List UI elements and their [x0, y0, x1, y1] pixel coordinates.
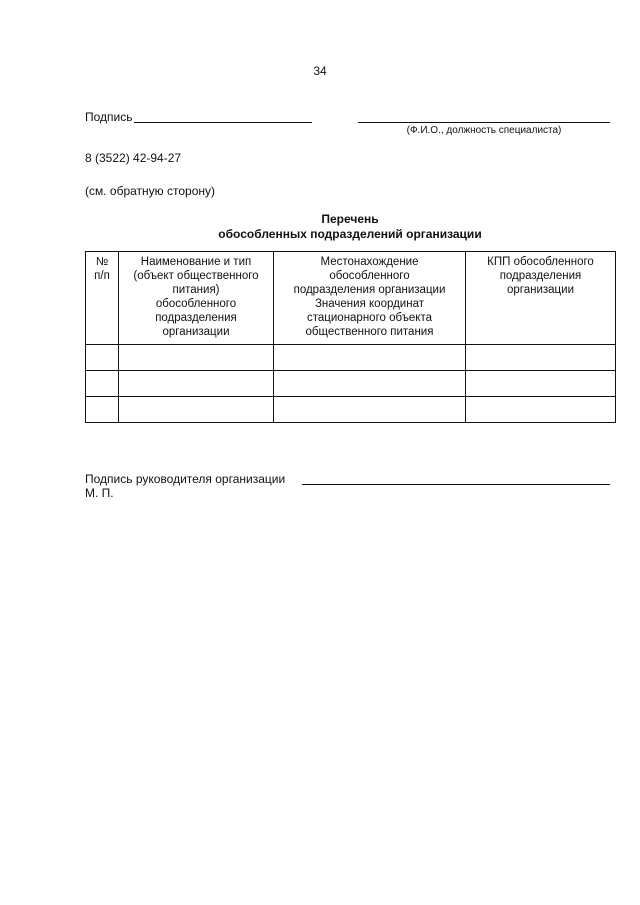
- table-cell[interactable]: [119, 371, 274, 397]
- table-cell[interactable]: [274, 371, 466, 397]
- subdivisions-table: [85, 251, 616, 423]
- column-header-kpp: КПП обособленного подразделения организации: [466, 252, 616, 345]
- table-cell[interactable]: [274, 345, 466, 371]
- list-title-line-2: обособленных подразделений организации: [218, 227, 482, 241]
- table-cell[interactable]: [119, 397, 274, 423]
- table-cell[interactable]: [274, 397, 466, 423]
- column-header-number: № п/п: [86, 252, 119, 345]
- signature-label: Подпись: [85, 110, 133, 124]
- column-header-name-type: Наименование и тип (объект общественного питания) обособленного подразделения организации: [119, 252, 274, 345]
- table-cell[interactable]: [86, 397, 119, 423]
- table-row: [86, 397, 616, 423]
- table-cell[interactable]: [466, 371, 616, 397]
- list-title: [0, 212, 640, 242]
- name-position-line: [358, 122, 610, 123]
- table-cell[interactable]: [466, 345, 616, 371]
- table-header-row: [86, 252, 616, 345]
- table-row: [86, 371, 616, 397]
- manager-signature-line: [302, 484, 610, 485]
- table-cell[interactable]: [86, 345, 119, 371]
- back-side-note: (см. обратную сторону): [85, 184, 216, 198]
- table-cell[interactable]: [466, 397, 616, 423]
- manager-signature-label: Подпись руководителя организации: [85, 472, 286, 486]
- list-title-line-1: Перечень: [321, 212, 379, 226]
- signature-line: [134, 122, 312, 123]
- phone-number: 8 (3522) 42-94-27: [85, 151, 182, 165]
- table-cell[interactable]: [86, 371, 119, 397]
- table-cell[interactable]: [119, 345, 274, 371]
- page-number: 34: [313, 64, 327, 78]
- table-row: [86, 345, 616, 371]
- name-position-caption: (Ф.И.О., должность специалиста): [406, 125, 562, 136]
- stamp-place-label: М. П.: [85, 486, 114, 500]
- column-header-location: Местонахождение обособленного подразделения организации Значения координат стационарного объекта общественного питания: [274, 252, 466, 345]
